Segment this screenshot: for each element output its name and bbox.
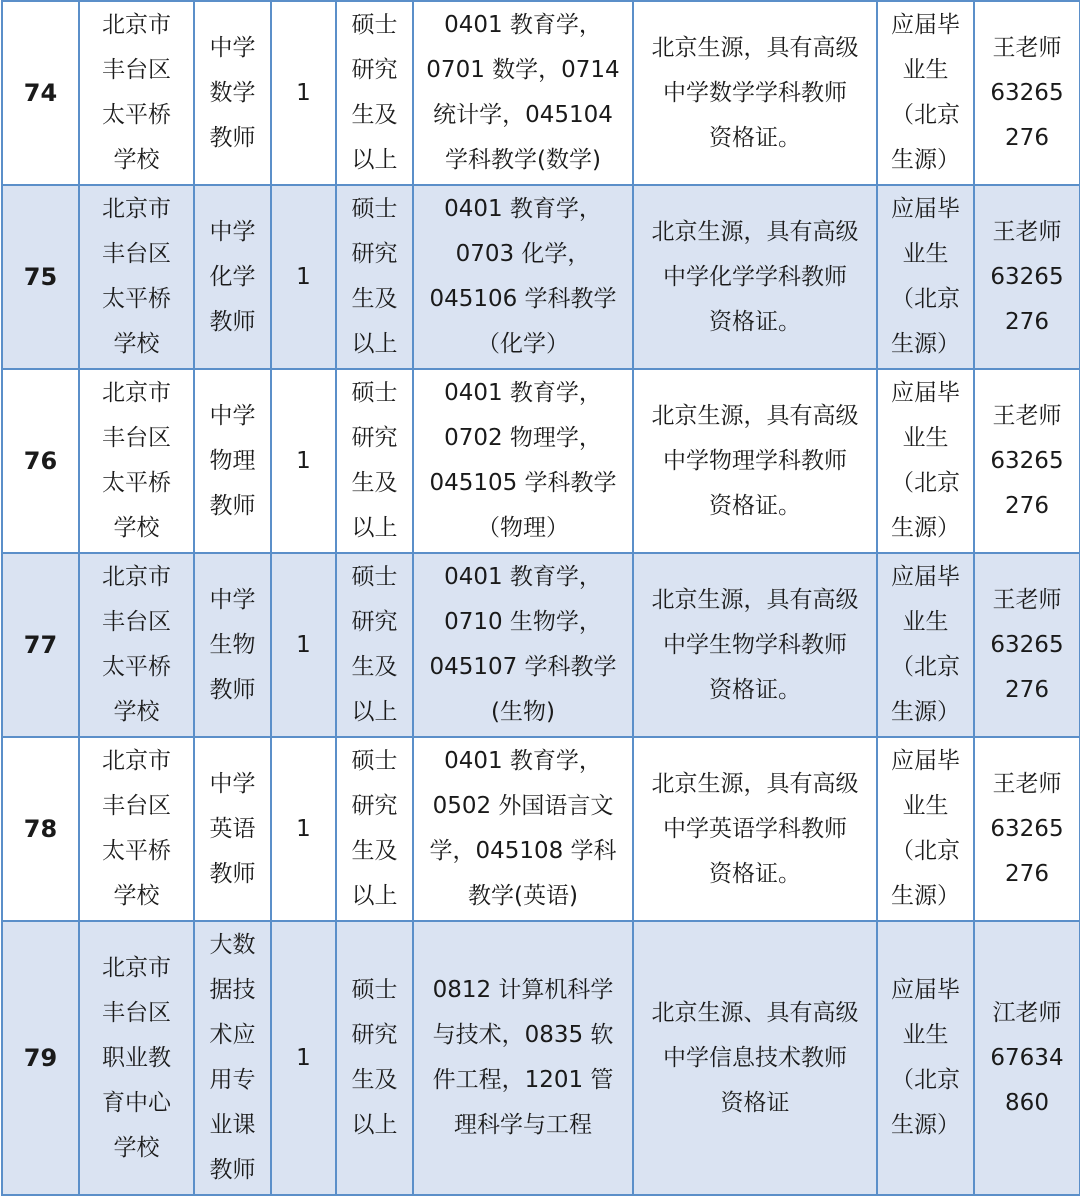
position-cell [194, 553, 271, 737]
position-cell-line: 中学 [209, 218, 256, 245]
contact-cell-line: 王老师 [992, 586, 1062, 613]
position-cell-line: 中学 [209, 34, 256, 61]
contact-cell-line: 276 [1005, 676, 1049, 703]
requirements-cell [633, 1, 877, 185]
majors-cell-line: 件工程，1201 管 [432, 1067, 614, 1093]
education-cell-line: 硕士 [351, 380, 398, 406]
contact-cell-line: 王老师 [992, 34, 1062, 61]
education-cell-line: 以上 [351, 1112, 398, 1138]
position-cell-line: 据技 [209, 977, 256, 1003]
headcount-cell: 1 [271, 921, 336, 1195]
employer-cell [79, 185, 194, 369]
requirements-cell-line: 中学化学学科教师 [663, 263, 847, 290]
contact-cell-line: 王老师 [992, 402, 1062, 429]
contact-cell-line: 276 [1005, 124, 1049, 151]
candidate-type-cell-line: 应届毕 [891, 748, 960, 774]
row-number: 79 [2, 921, 79, 1195]
candidate-type-cell-line: 业生 [902, 425, 949, 451]
requirements-cell-line: 资格证。 [709, 308, 801, 335]
candidate-type-cell-line: 应届毕 [891, 12, 960, 38]
employer-cell-line: 太平桥 [102, 470, 171, 496]
candidate-type-cell-line: 业生 [902, 241, 949, 267]
position-cell [194, 185, 271, 369]
majors-cell [413, 369, 633, 553]
majors-cell-line: 0710 生物学， [444, 609, 602, 635]
majors-cell-line: 0401 教育学， [444, 12, 602, 38]
majors-cell-line: 学科教学(数学) [445, 147, 601, 173]
requirements-cell-line: 北京生源，具有高级 [651, 402, 859, 429]
candidate-type-cell-line: （北京 [891, 654, 960, 680]
majors-cell-line: 0812 计算机科学 [432, 977, 614, 1003]
employer-cell-line: 太平桥 [102, 102, 171, 128]
contact-cell-line: 63265 [990, 815, 1064, 842]
position-cell-line: 英语 [209, 815, 256, 842]
education-cell-line: 生及 [351, 102, 398, 128]
position-cell [194, 369, 271, 553]
candidate-type-cell-line: 生源） [891, 883, 960, 909]
education-cell [336, 185, 413, 369]
employer-cell-line: 丰台区 [102, 609, 171, 635]
contact-cell-line: 276 [1005, 492, 1049, 519]
headcount-cell: 1 [271, 737, 336, 921]
candidate-type-cell [877, 185, 974, 369]
employer-cell-line: 太平桥 [102, 654, 171, 680]
majors-cell-line: 0401 教育学， [444, 564, 602, 590]
recruitment-table [1, 0, 1080, 1196]
education-cell-line: 以上 [351, 331, 398, 357]
majors-cell-line: 学，045108 学科 [429, 838, 617, 864]
headcount-cell: 1 [271, 1, 336, 185]
employer-cell-line: 学校 [113, 147, 160, 173]
majors-cell-line: 0401 教育学， [444, 196, 602, 222]
candidate-type-cell [877, 553, 974, 737]
employer-cell-line: 太平桥 [102, 838, 171, 864]
employer-cell-line: 育中心 [102, 1089, 171, 1116]
candidate-type-cell [877, 1, 974, 185]
contact-cell-line: 63265 [990, 631, 1064, 658]
education-cell-line: 生及 [351, 470, 398, 496]
requirements-cell-line: 资格证 [720, 1089, 790, 1116]
majors-cell-line: 与技术，0835 软 [432, 1022, 614, 1048]
contact-cell [974, 185, 1080, 369]
table-row [2, 737, 1080, 921]
contact-cell-line: 63265 [990, 263, 1064, 290]
row-number: 75 [2, 185, 79, 369]
employer-cell-line: 北京市 [102, 748, 171, 774]
position-cell-line: 业课 [209, 1112, 256, 1138]
majors-cell-line: 0701 数学，0714 [426, 57, 620, 83]
employer-cell-line: 北京市 [102, 380, 171, 406]
requirements-cell-line: 资格证。 [709, 492, 801, 519]
candidate-type-cell-line: 应届毕 [891, 380, 960, 406]
requirements-cell-line: 北京生源，具有高级 [651, 770, 859, 797]
requirements-cell-line: 北京生源，具有高级 [651, 586, 859, 613]
employer-cell-line: 丰台区 [102, 999, 171, 1026]
employer-cell-line: 丰台区 [102, 793, 171, 819]
majors-cell-line: 045107 学科教学 [429, 654, 617, 680]
row-number: 76 [2, 369, 79, 553]
contact-cell-line: 63265 [990, 447, 1064, 474]
contact-cell-line: 276 [1005, 860, 1049, 887]
table-row [2, 1, 1080, 185]
row-number: 74 [2, 1, 79, 185]
position-cell-line: 生物 [209, 631, 256, 658]
employer-cell [79, 553, 194, 737]
candidate-type-cell-line: 生源） [891, 699, 960, 725]
candidate-type-cell-line: 生源） [891, 515, 960, 541]
position-cell [194, 921, 271, 1195]
contact-cell [974, 921, 1080, 1195]
requirements-cell-line: 资格证。 [709, 860, 801, 887]
requirements-cell [633, 553, 877, 737]
contact-cell-line: 江老师 [992, 999, 1062, 1026]
requirements-cell [633, 369, 877, 553]
education-cell-line: 研究 [351, 241, 398, 267]
employer-cell-line: 太平桥 [102, 286, 171, 312]
education-cell-line: 研究 [351, 793, 398, 819]
employer-cell [79, 369, 194, 553]
majors-cell-line: 0401 教育学， [444, 748, 602, 774]
position-cell-line: 教师 [209, 308, 256, 335]
employer-cell-line: 丰台区 [102, 425, 171, 451]
table-body [2, 1, 1080, 1195]
requirements-cell-line: 中学英语学科教师 [663, 815, 847, 842]
position-cell-line: 教师 [209, 860, 256, 887]
employer-cell-line: 职业教 [102, 1044, 171, 1071]
employer-cell-line: 学校 [113, 699, 160, 725]
position-cell-line: 中学 [209, 402, 256, 429]
employer-cell [79, 737, 194, 921]
candidate-type-cell [877, 737, 974, 921]
candidate-type-cell-line: 业生 [902, 57, 949, 83]
requirements-cell-line: 中学物理学科教师 [663, 447, 847, 474]
candidate-type-cell-line: （北京 [891, 102, 960, 128]
education-cell-line: 硕士 [351, 12, 398, 38]
majors-cell-line: 理科学与工程 [454, 1112, 592, 1138]
education-cell-line: 研究 [351, 609, 398, 635]
position-cell [194, 737, 271, 921]
employer-cell-line: 北京市 [102, 12, 171, 38]
employer-cell-line: 学校 [113, 883, 160, 909]
majors-cell [413, 921, 633, 1195]
position-cell-line: 教师 [209, 676, 256, 703]
requirements-cell-line: 北京生源，具有高级 [651, 218, 859, 245]
education-cell-line: 研究 [351, 1022, 398, 1048]
requirements-cell-line: 中学生物学科教师 [663, 631, 847, 658]
employer-cell [79, 1, 194, 185]
requirements-cell [633, 737, 877, 921]
requirements-cell-line: 资格证。 [709, 124, 801, 151]
contact-cell-line: 860 [1005, 1089, 1049, 1116]
table-row [2, 553, 1080, 737]
education-cell-line: 生及 [351, 654, 398, 680]
position-cell-line: 教师 [209, 492, 256, 519]
education-cell [336, 553, 413, 737]
candidate-type-cell-line: 生源） [891, 331, 960, 357]
position-cell-line: 教师 [209, 1157, 256, 1183]
education-cell [336, 1, 413, 185]
majors-cell-line: 045106 学科教学 [429, 286, 617, 312]
contact-cell-line: 63265 [990, 79, 1064, 106]
majors-cell-line: (生物) [491, 699, 555, 725]
headcount-cell: 1 [271, 553, 336, 737]
row-number: 78 [2, 737, 79, 921]
education-cell-line: 以上 [351, 147, 398, 173]
majors-cell-line: 0401 教育学， [444, 380, 602, 406]
headcount-cell: 1 [271, 185, 336, 369]
education-cell-line: 生及 [351, 838, 398, 864]
majors-cell-line: 0703 化学， [455, 241, 591, 267]
employer-cell-line: 丰台区 [102, 241, 171, 267]
majors-cell [413, 185, 633, 369]
requirements-cell [633, 921, 877, 1195]
education-cell-line: 研究 [351, 425, 398, 451]
education-cell-line: 研究 [351, 57, 398, 83]
education-cell-line: 生及 [351, 286, 398, 312]
candidate-type-cell [877, 369, 974, 553]
majors-cell-line: 0702 物理学， [444, 425, 602, 451]
position-cell [194, 1, 271, 185]
table-row [2, 921, 1080, 1195]
requirements-cell-line: 北京生源，具有高级 [651, 34, 859, 61]
contact-cell [974, 369, 1080, 553]
position-cell-line: 大数 [209, 932, 256, 958]
employer-cell [79, 921, 194, 1195]
education-cell [336, 921, 413, 1195]
contact-cell [974, 553, 1080, 737]
candidate-type-cell-line: 生源） [891, 147, 960, 173]
candidate-type-cell-line: （北京 [891, 838, 960, 864]
position-cell-line: 术应 [209, 1022, 256, 1048]
employer-cell-line: 北京市 [102, 564, 171, 590]
contact-cell [974, 737, 1080, 921]
education-cell-line: 生及 [351, 1067, 398, 1093]
majors-cell-line: 统计学，045104 [433, 102, 613, 128]
majors-cell-line: 0502 外国语言文 [432, 793, 614, 819]
candidate-type-cell-line: （北京 [891, 286, 960, 312]
requirements-cell-line: 资格证。 [709, 676, 801, 703]
contact-cell-line: 王老师 [992, 770, 1062, 797]
requirements-cell-line: 北京生源、具有高级 [651, 999, 859, 1026]
employer-cell-line: 学校 [113, 1134, 160, 1161]
majors-cell [413, 553, 633, 737]
table-row [2, 185, 1080, 369]
majors-cell-line: 045105 学科教学 [429, 470, 617, 496]
table-row [2, 369, 1080, 553]
contact-cell-line: 王老师 [992, 218, 1062, 245]
education-cell [336, 737, 413, 921]
employer-cell-line: 北京市 [102, 954, 171, 981]
position-cell-line: 数学 [209, 79, 256, 106]
candidate-type-cell-line: 业生 [902, 609, 949, 635]
candidate-type-cell-line: （北京 [891, 470, 960, 496]
candidate-type-cell-line: 应届毕 [891, 196, 960, 222]
requirements-cell-line: 中学信息技术教师 [663, 1044, 847, 1071]
majors-cell-line: （物理） [477, 515, 569, 541]
row-number: 77 [2, 553, 79, 737]
education-cell-line: 以上 [351, 699, 398, 725]
employer-cell-line: 丰台区 [102, 57, 171, 83]
candidate-type-cell [877, 921, 974, 1195]
requirements-cell [633, 185, 877, 369]
position-cell-line: 教师 [209, 124, 256, 151]
education-cell-line: 硕士 [351, 196, 398, 222]
contact-cell [974, 1, 1080, 185]
position-cell-line: 化学 [209, 263, 256, 290]
candidate-type-cell-line: （北京 [891, 1067, 960, 1093]
employer-cell-line: 学校 [113, 331, 160, 357]
contact-cell-line: 67634 [990, 1044, 1064, 1071]
employer-cell-line: 学校 [113, 515, 160, 541]
education-cell-line: 硕士 [351, 564, 398, 590]
candidate-type-cell-line: 业生 [902, 1022, 949, 1048]
candidate-type-cell-line: 业生 [902, 793, 949, 819]
education-cell-line: 硕士 [351, 748, 398, 774]
position-cell-line: 用专 [209, 1067, 256, 1093]
majors-cell-line: 教学(英语) [468, 883, 578, 909]
position-cell-line: 中学 [209, 586, 256, 613]
position-cell-line: 中学 [209, 770, 256, 797]
majors-cell [413, 1, 633, 185]
contact-cell-line: 276 [1005, 308, 1049, 335]
candidate-type-cell-line: 生源） [891, 1112, 960, 1138]
candidate-type-cell-line: 应届毕 [891, 977, 960, 1003]
education-cell [336, 369, 413, 553]
education-cell-line: 以上 [351, 883, 398, 909]
position-cell-line: 物理 [209, 447, 256, 474]
candidate-type-cell-line: 应届毕 [891, 564, 960, 590]
employer-cell-line: 北京市 [102, 196, 171, 222]
majors-cell-line: （化学） [477, 331, 569, 357]
headcount-cell: 1 [271, 369, 336, 553]
education-cell-line: 硕士 [351, 977, 398, 1003]
majors-cell [413, 737, 633, 921]
education-cell-line: 以上 [351, 515, 398, 541]
requirements-cell-line: 中学数学学科教师 [663, 79, 847, 106]
